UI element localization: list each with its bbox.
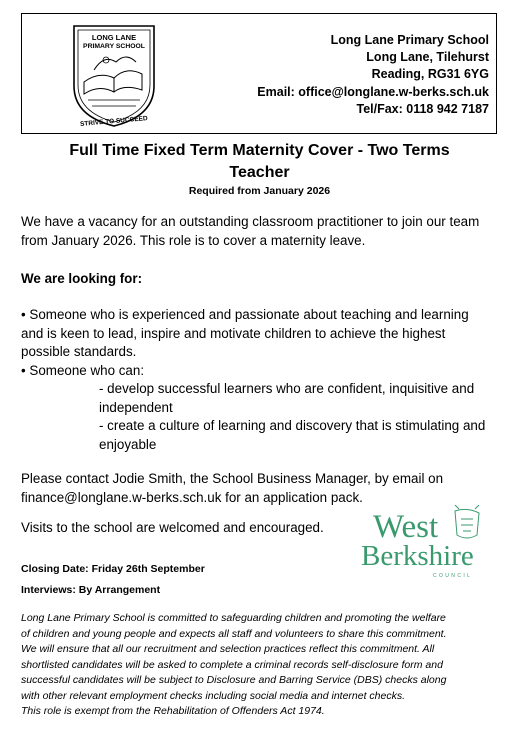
footer-line: with other relevant employment checks including social media and internet checks.	[21, 689, 406, 702]
sub-item-line: - develop successful learners who are confident, inquisitive and	[99, 381, 475, 396]
school-address-block	[192, 32, 489, 118]
tel-line: Tel/Fax: 0118 942 7187	[356, 101, 489, 116]
west-berkshire-council-logo	[355, 505, 497, 581]
address-line-1: Long Lane, Tilehurst	[366, 50, 489, 65]
footer-line: Long Lane Primary School is committed to safeguarding children and promoting the welfare	[21, 612, 446, 624]
footer-line: shortlisted candidates will be asked to complete a criminal records self-disclosure form and	[21, 658, 443, 671]
footer-line: This role is exempt from the Rehabilitation of Offenders Act 1974.	[21, 705, 325, 717]
email-line: Email: office@longlane.w-berks.sch.uk	[257, 84, 489, 99]
sub-list	[99, 380, 485, 454]
sub-item-line: independent	[99, 399, 173, 415]
bullet-line: and is keen to lead, inspire and motivate children to achieve the highest	[21, 325, 446, 341]
bullet-someone-who-can: • Someone who can:	[21, 362, 145, 378]
crest-sub-text: PRIMARY SCHOOL	[83, 43, 145, 50]
logo-berkshire-text: Berkshire	[361, 540, 474, 572]
address-line-2: Reading, RG31 6YG	[371, 67, 489, 82]
school-name: Long Lane Primary School	[330, 33, 489, 47]
crest-top-text: LONG LANE	[91, 33, 137, 42]
job-title-line-2: Teacher	[229, 164, 290, 181]
intro-line: We have a vacancy for an outstanding classroom practitioner to join our team	[21, 214, 480, 229]
sub-item-line: - create a culture of learning and discovery that is stimulating and	[99, 418, 486, 434]
letterhead	[21, 13, 497, 134]
footer-line: successful candidates will be subject to Disclosure and Barring Service (DBS) checks along	[21, 674, 447, 686]
crest-motto: STRIVE TO SUCCEED	[79, 115, 148, 128]
visits-text: Visits to the school are welcomed and encouraged.	[21, 520, 324, 535]
closing-date: Closing Date: Friday 26th September	[21, 563, 205, 575]
sub-item-line: enjoyable	[99, 436, 157, 452]
logo-council-text: COUNCIL	[433, 573, 473, 579]
footer-line: We will ensure that all our recruitment and selection practices reflect this commitment. All	[21, 643, 435, 655]
contact-line: finance@longlane.w-berks.sch.uk for an application pack.	[21, 489, 363, 505]
required-from: Required from January 2026	[188, 185, 331, 197]
intro-paragraph	[21, 213, 479, 250]
bullet-experienced	[21, 306, 469, 380]
bullet-line: possible standards.	[21, 344, 137, 360]
school-crest-logo	[54, 16, 174, 130]
logo-west-text: West	[373, 509, 439, 545]
intro-line: from January 2026. This role is to cover a maternity leave.	[21, 232, 366, 248]
interviews: Interviews: By Arrangement	[21, 584, 161, 596]
bullet-line: • Someone who is experienced and passionate about teaching and learning	[21, 307, 469, 322]
contact-paragraph	[21, 470, 443, 507]
deer-crest-icon	[455, 505, 479, 538]
footer-line: of children and young people and expects all staff and volunteers to share this commitment.	[21, 627, 447, 640]
contact-line: Please contact Jodie Smith, the School Business Manager, by email on	[21, 471, 444, 486]
safeguarding-statement	[21, 611, 505, 720]
looking-for-heading: We are looking for:	[21, 271, 143, 286]
job-title-line-1: Full Time Fixed Term Maternity Cover - Two Terms	[69, 142, 450, 159]
